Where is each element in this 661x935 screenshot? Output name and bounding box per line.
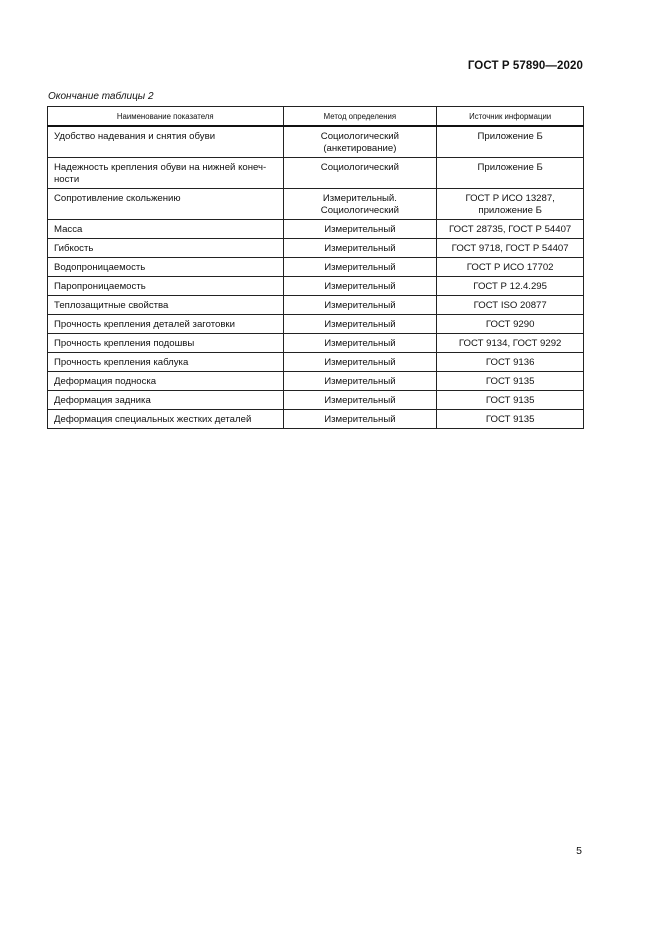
- document-code: ГОСТ Р 57890—2020: [467, 60, 583, 72]
- source-cell: ГОСТ 9718, ГОСТ Р 54407: [437, 239, 584, 258]
- method-cell: Социологический (анкетирование): [283, 126, 437, 158]
- table-row: [48, 158, 584, 189]
- indicator-cell: Теплозащитные свойства: [48, 296, 284, 315]
- table-row: [48, 126, 584, 158]
- method-cell: Измерительный. Социологический: [283, 189, 437, 220]
- indicator-cell: Паропроницаемость: [48, 277, 284, 296]
- table-row: [48, 277, 584, 296]
- table-body: [48, 126, 584, 429]
- column-header-method: Метод определения: [283, 107, 437, 127]
- method-cell: Измерительный: [283, 410, 437, 429]
- table-row: [48, 410, 584, 429]
- source-cell: ГОСТ 9134, ГОСТ 9292: [437, 334, 584, 353]
- indicator-cell: Прочность крепления каблука: [48, 353, 284, 372]
- source-cell: ГОСТ Р 12.4.295: [437, 277, 584, 296]
- indicator-cell: Прочность крепления деталей заготовки: [48, 315, 284, 334]
- method-cell: Измерительный: [283, 239, 437, 258]
- source-cell: ГОСТ 9135: [437, 410, 584, 429]
- method-cell: Измерительный: [283, 220, 437, 239]
- table-row: [48, 189, 584, 220]
- column-header-source: Источник информации: [437, 107, 584, 127]
- method-cell: Измерительный: [283, 334, 437, 353]
- indicator-cell: Гибкость: [48, 239, 284, 258]
- indicator-cell: Прочность крепления подошвы: [48, 334, 284, 353]
- indicator-cell: Надежность крепления обуви на нижней конеч- ности: [48, 158, 284, 189]
- table-row: [48, 372, 584, 391]
- method-cell: Измерительный: [283, 391, 437, 410]
- table-row: [48, 296, 584, 315]
- source-cell: ГОСТ 28735, ГОСТ Р 54407: [437, 220, 584, 239]
- table-row: [48, 220, 584, 239]
- indicators-table: [47, 106, 584, 429]
- method-cell: Измерительный: [283, 372, 437, 391]
- method-cell: Измерительный: [283, 353, 437, 372]
- method-cell: Социологический: [283, 158, 437, 189]
- method-cell: Измерительный: [283, 258, 437, 277]
- indicator-cell: Масса: [48, 220, 284, 239]
- page-number: 5: [576, 845, 582, 857]
- column-header-indicator: Наименование показателя: [48, 107, 284, 127]
- table-row: [48, 391, 584, 410]
- indicator-cell: Деформация специальных жестких деталей: [48, 410, 284, 429]
- source-cell: ГОСТ ISO 20877: [437, 296, 584, 315]
- indicator-cell: Деформация задника: [48, 391, 284, 410]
- indicator-cell: Удобство надевания и снятия обуви: [48, 126, 284, 158]
- method-cell: Измерительный: [283, 315, 437, 334]
- table-row: [48, 239, 584, 258]
- table-row: [48, 353, 584, 372]
- method-cell: Измерительный: [283, 296, 437, 315]
- indicator-cell: Деформация подноска: [48, 372, 284, 391]
- table-row: [48, 258, 584, 277]
- table-row: [48, 315, 584, 334]
- source-cell: Приложение Б: [437, 126, 584, 158]
- indicator-cell: Водопроницаемость: [48, 258, 284, 277]
- source-cell: ГОСТ Р ИСО 13287, приложение Б: [437, 189, 584, 220]
- table-caption: Окончание таблицы 2: [48, 91, 154, 102]
- source-cell: ГОСТ 9135: [437, 372, 584, 391]
- source-cell: ГОСТ 9290: [437, 315, 584, 334]
- source-cell: ГОСТ 9136: [437, 353, 584, 372]
- table-header-row: [48, 107, 584, 127]
- source-cell: Приложение Б: [437, 158, 584, 189]
- table-row: [48, 334, 584, 353]
- method-cell: Измерительный: [283, 277, 437, 296]
- source-cell: ГОСТ Р ИСО 17702: [437, 258, 584, 277]
- source-cell: ГОСТ 9135: [437, 391, 584, 410]
- indicator-cell: Сопротивление скольжению: [48, 189, 284, 220]
